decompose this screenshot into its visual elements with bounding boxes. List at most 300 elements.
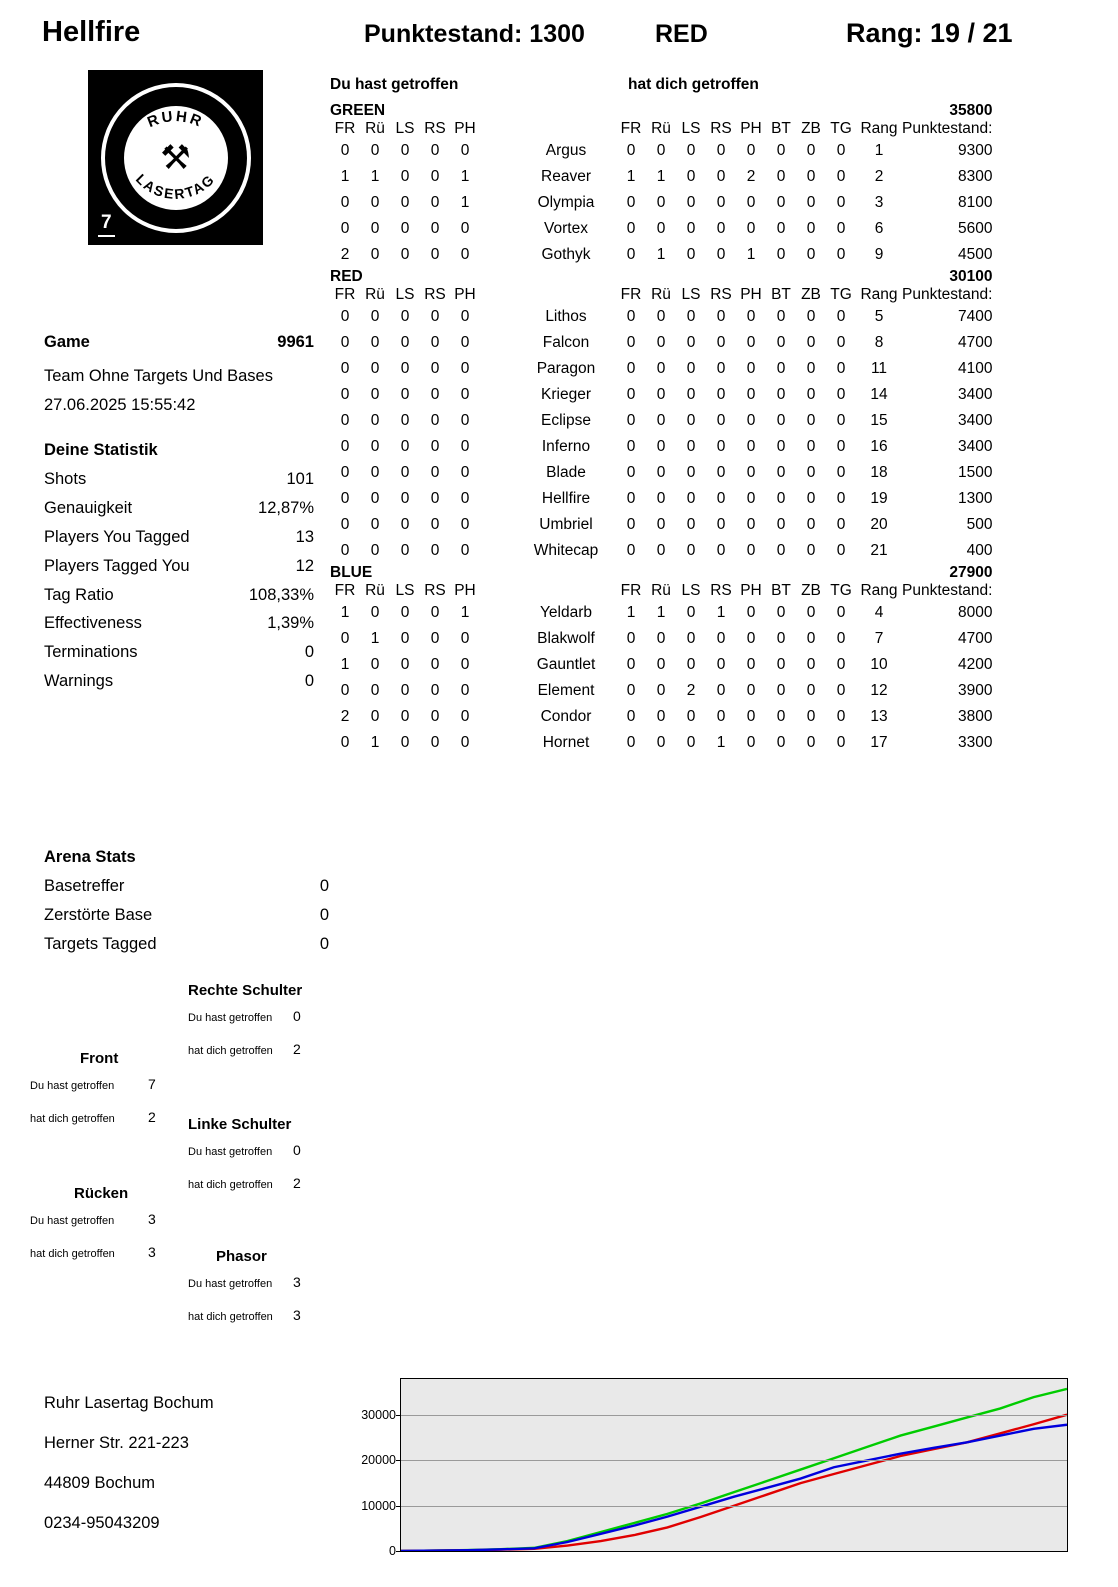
hitby-cell: 0	[626, 360, 636, 377]
hit-cell: 0	[460, 246, 470, 263]
stat-label: Genauigkeit	[44, 499, 133, 518]
arena-stat-value: 0	[319, 934, 329, 953]
hitby-cell: 0	[716, 542, 726, 559]
player-points: 3400	[958, 386, 993, 403]
chart-axis-label: 30000	[361, 1408, 396, 1423]
hitby-cell: 0	[836, 168, 846, 185]
hitby-cell: 0	[716, 220, 726, 237]
column-header: Rang	[860, 582, 898, 599]
hit-cell: 0	[400, 412, 410, 429]
spacer-cell	[480, 538, 516, 564]
hitby-cell: 0	[626, 142, 636, 159]
spacer-cell	[480, 652, 516, 678]
column-header: Rang	[860, 286, 898, 303]
zone-hit-label: Du hast getroffen	[188, 1278, 273, 1290]
player-points: 8300	[958, 168, 993, 185]
column-header: RS	[424, 582, 446, 599]
hitby-cell: 0	[686, 490, 696, 507]
zone-hitby-row	[188, 1041, 348, 1057]
hitby-cell: 0	[656, 142, 666, 159]
hitby-cell: 0	[746, 734, 756, 751]
table-row	[330, 356, 992, 382]
zone-hitby-label: hat dich getroffen	[188, 1045, 273, 1057]
column-header: Rü	[651, 286, 671, 303]
hitby-cell: 0	[716, 142, 726, 159]
hit-cell: 1	[370, 630, 380, 647]
chart-line-green	[401, 1389, 1067, 1551]
hitby-cell: 0	[806, 168, 816, 185]
hit-cell: 0	[430, 220, 440, 237]
hit-cell: 0	[400, 386, 410, 403]
column-header: Rü	[365, 582, 385, 599]
player-rank: 5	[874, 308, 884, 325]
hitby-cell: 0	[626, 194, 636, 211]
hitby-cell: 0	[686, 438, 696, 455]
player-rank: 6	[874, 220, 884, 237]
hit-cell: 0	[340, 386, 350, 403]
hitby-cell: 0	[806, 246, 816, 263]
hit-cell: 0	[430, 308, 440, 325]
zone-hit-value: 0	[293, 1142, 301, 1158]
zone-title: Linke Schulter	[188, 1116, 292, 1133]
team-name: GREEN	[330, 102, 386, 119]
column-header: FR	[334, 120, 356, 137]
hitby-cell: 0	[776, 490, 786, 507]
zone-hit-value: 7	[148, 1076, 156, 1092]
table-row	[330, 730, 992, 756]
hit-cell: 0	[400, 630, 410, 647]
stat-value: 1,39%	[267, 614, 314, 633]
hitby-cell: 0	[836, 682, 846, 699]
hit-cell: 0	[400, 334, 410, 351]
column-header: TG	[830, 120, 852, 137]
hit-cell: 0	[430, 630, 440, 647]
chart-axis-tick	[396, 1551, 401, 1552]
hitby-cell: 0	[686, 656, 696, 673]
address-line: Herner Str. 221-223	[44, 1434, 189, 1452]
zone-hitby-value: 3	[148, 1244, 156, 1260]
stat-row	[44, 465, 314, 494]
table-row	[330, 242, 992, 268]
hit-cell: 0	[370, 516, 380, 533]
hit-cell: 0	[340, 194, 350, 211]
hitby-cell: 0	[776, 734, 786, 751]
hitby-cell: 0	[806, 542, 816, 559]
team-total-score: 35800	[949, 102, 993, 119]
chart-gridline	[401, 1460, 1067, 1461]
column-header: PH	[740, 286, 762, 303]
hitby-cell: 0	[836, 220, 846, 237]
column-header: BT	[771, 582, 791, 599]
hitby-cell: 0	[806, 412, 816, 429]
hit-cell: 0	[340, 142, 350, 159]
player-rank: 14	[870, 386, 888, 403]
hitby-cell: 0	[746, 542, 756, 559]
hitby-cell: 0	[836, 516, 846, 533]
scoreboard-table	[330, 102, 992, 756]
hit-cell: 0	[460, 360, 470, 377]
player-points: 4500	[958, 246, 993, 263]
player-points: 4700	[958, 630, 993, 647]
column-header: PH	[454, 286, 476, 303]
player-points: 3300	[958, 734, 993, 751]
hitby-cell: 0	[746, 194, 756, 211]
hitby-cell: 0	[686, 604, 696, 621]
arena-stat-row	[44, 901, 344, 930]
column-header: Punktestand:	[902, 120, 993, 137]
hit-cell: 1	[370, 168, 380, 185]
table-row	[330, 704, 992, 730]
hit-cell: 0	[430, 708, 440, 725]
hitby-cell: 0	[656, 630, 666, 647]
zone-hit-row	[30, 1076, 195, 1092]
column-header: RS	[424, 286, 446, 303]
hitby-cell: 0	[716, 490, 726, 507]
hit-cell: 0	[430, 386, 440, 403]
spacer-cell	[516, 582, 616, 600]
arena-stat-value: 0	[319, 905, 329, 924]
player-name: Umbriel	[539, 516, 593, 533]
game-datetime: 27.06.2025 15:55:42	[44, 395, 196, 414]
hit-cell: 1	[340, 168, 350, 185]
left-stats-column	[44, 328, 314, 696]
player-points: 3400	[958, 438, 993, 455]
column-header: PH	[740, 120, 762, 137]
spacer-cell	[480, 730, 516, 756]
column-header: FR	[334, 286, 356, 303]
player-name: Vortex	[544, 220, 588, 237]
column-header: ZB	[801, 286, 821, 303]
stat-value: 0	[304, 643, 314, 662]
spacer-cell	[480, 304, 516, 330]
hit-cell: 0	[370, 194, 380, 211]
table-row	[330, 434, 992, 460]
hitby-cell: 0	[716, 246, 726, 263]
player-name: Gauntlet	[536, 656, 596, 673]
chart-line-blue	[401, 1425, 1067, 1551]
hit-cell: 0	[430, 542, 440, 559]
hitby-cell: 0	[686, 246, 696, 263]
player-points: 3900	[958, 682, 993, 699]
player-points: 400	[966, 542, 993, 559]
hitby-cell: 0	[626, 386, 636, 403]
table-row	[330, 626, 992, 652]
arena-stats-title: Arena Stats	[44, 848, 136, 866]
zone-hitby-label: hat dich getroffen	[188, 1179, 273, 1191]
hit-cell: 0	[460, 220, 470, 237]
zone-hit-label: Du hast getroffen	[30, 1215, 115, 1227]
hitby-cell: 0	[716, 656, 726, 673]
hitby-cell: 1	[716, 734, 726, 751]
hitby-cell: 0	[776, 604, 786, 621]
hitby-cell: 0	[806, 604, 816, 621]
table-row	[330, 164, 992, 190]
player-rank: 15	[870, 412, 888, 429]
hit-cell: 0	[370, 142, 380, 159]
hitby-cell: 0	[686, 630, 696, 647]
stat-value: 13	[295, 527, 314, 546]
hitby-cell: 0	[776, 542, 786, 559]
logo-badge-number: 7	[98, 212, 115, 237]
hitby-cell: 0	[746, 656, 756, 673]
zone-title: Rechte Schulter	[188, 982, 303, 999]
hitby-cell: 2	[746, 168, 756, 185]
hitby-cell: 1	[656, 246, 666, 263]
zone-hitby-label: hat dich getroffen	[188, 1311, 273, 1323]
hit-cell: 0	[460, 656, 470, 673]
hitby-cell: 0	[806, 656, 816, 673]
column-header: TG	[830, 286, 852, 303]
hitby-cell: 0	[686, 220, 696, 237]
hit-cell: 2	[340, 708, 350, 725]
player-points: 4200	[958, 656, 993, 673]
hitby-cell: 0	[776, 360, 786, 377]
hitby-cell: 0	[836, 604, 846, 621]
hitby-cell: 0	[836, 438, 846, 455]
hitby-cell: 0	[746, 604, 756, 621]
hit-cell: 0	[400, 490, 410, 507]
player-points: 3800	[958, 708, 993, 725]
spacer-cell	[480, 678, 516, 704]
hit-cell: 0	[400, 516, 410, 533]
zone-hitby-value: 2	[293, 1041, 301, 1057]
stat-label: Players You Tagged	[44, 527, 190, 546]
table-row	[330, 678, 992, 704]
zone-hitby-value: 3	[293, 1307, 301, 1323]
hit-cell: 0	[460, 142, 470, 159]
zone-hitby-label: hat dich getroffen	[30, 1248, 115, 1260]
chart-gridline	[401, 1506, 1067, 1507]
hitby-cell: 0	[656, 464, 666, 481]
hit-cell: 0	[370, 656, 380, 673]
hit-cell: 0	[340, 308, 350, 325]
address-line: Ruhr Lasertag Bochum	[44, 1394, 214, 1412]
table-row	[330, 538, 992, 564]
spacer-cell	[480, 582, 516, 600]
hit-cell: 0	[400, 142, 410, 159]
stat-row	[44, 667, 314, 696]
hitby-cell: 0	[836, 734, 846, 751]
zone-hit-row	[188, 1274, 348, 1290]
column-header: Rü	[651, 120, 671, 137]
svg-text:RUHR: RUHR	[145, 108, 206, 132]
player-name: Falcon	[542, 334, 590, 351]
zone-hitby-row	[30, 1109, 195, 1125]
hit-cell: 0	[400, 220, 410, 237]
team-header-row	[330, 102, 992, 120]
hitby-cell: 0	[746, 708, 756, 725]
column-header: FR	[334, 582, 356, 599]
hitby-cell: 0	[776, 246, 786, 263]
player-rank: 19	[870, 490, 888, 507]
player-name: Blade	[546, 464, 586, 481]
chart-axis-tick	[396, 1506, 401, 1507]
zone-hit-row	[188, 1142, 348, 1158]
hit-cell: 0	[400, 734, 410, 751]
team-header-row	[330, 564, 992, 582]
hit-cell: 0	[340, 438, 350, 455]
stat-value: 108,33%	[248, 585, 314, 604]
player-name: Hornet	[542, 734, 590, 751]
hit-cell: 0	[460, 308, 470, 325]
hit-cell: 0	[460, 386, 470, 403]
player-rank: 20	[870, 516, 888, 533]
hitby-cell: 0	[656, 516, 666, 533]
hitby-cell: 0	[836, 490, 846, 507]
player-rank: 13	[870, 708, 888, 725]
column-header: PH	[454, 120, 476, 137]
stat-row	[44, 581, 314, 610]
hitby-cell: 0	[656, 438, 666, 455]
hitby-cell: 0	[776, 386, 786, 403]
hit-cell: 0	[400, 604, 410, 621]
hitby-cell: 0	[746, 630, 756, 647]
hitby-cell: 0	[686, 360, 696, 377]
stat-label: Effectiveness	[44, 614, 142, 633]
column-header: RS	[710, 120, 732, 137]
hit-cell: 0	[430, 438, 440, 455]
hitby-cell: 0	[656, 412, 666, 429]
arena-stat-value: 0	[319, 877, 329, 895]
hitby-cell: 0	[746, 490, 756, 507]
hitby-cell: 1	[716, 604, 726, 621]
zone-hit-label: Du hast getroffen	[30, 1080, 115, 1092]
hitby-cell: 0	[806, 308, 816, 325]
stat-label: Players Tagged You	[44, 556, 190, 575]
stat-row	[44, 609, 314, 638]
hitby-cell: 0	[656, 734, 666, 751]
column-header-row	[330, 120, 992, 138]
chart-axis-label: 20000	[361, 1453, 396, 1468]
zone-front	[30, 1050, 195, 1125]
player-rank: 21	[870, 542, 888, 559]
team-header-row	[330, 268, 992, 286]
hitby-cell: 0	[836, 386, 846, 403]
hitby-cell: 0	[836, 630, 846, 647]
hit-cell: 0	[460, 412, 470, 429]
hitby-cell: 0	[656, 542, 666, 559]
spacer-cell	[480, 460, 516, 486]
hit-cell: 0	[340, 412, 350, 429]
hit-cell: 0	[430, 682, 440, 699]
column-header: FR	[620, 582, 642, 599]
spacer-cell	[480, 138, 516, 164]
hitby-cell: 0	[806, 630, 816, 647]
hitby-cell: 1	[746, 246, 756, 263]
column-header: BT	[771, 120, 791, 137]
hit-cell: 0	[400, 656, 410, 673]
spacer-cell	[480, 190, 516, 216]
player-points: 500	[966, 516, 993, 533]
hitby-cell: 0	[746, 220, 756, 237]
game-title: Game	[44, 333, 90, 351]
hit-cell: 0	[430, 168, 440, 185]
hit-cell: 0	[340, 682, 350, 699]
hit-cell: 0	[340, 360, 350, 377]
player-name: Krieger	[541, 386, 591, 403]
hitby-cell: 0	[716, 194, 726, 211]
hitby-cell: 0	[686, 412, 696, 429]
hitby-cell: 0	[626, 630, 636, 647]
hit-cell: 0	[370, 360, 380, 377]
rank-label: Rang: 19 / 21	[846, 18, 1013, 48]
hitby-cell: 0	[686, 142, 696, 159]
table-row	[330, 408, 992, 434]
hit-cell: 0	[460, 630, 470, 647]
hitby-cell: 0	[656, 490, 666, 507]
report-header	[0, 16, 1118, 62]
hit-cell: 1	[460, 604, 470, 621]
chart-axis-tick	[396, 1460, 401, 1461]
hitby-cell: 0	[776, 516, 786, 533]
hit-cell: 0	[460, 708, 470, 725]
hit-cell: 0	[430, 412, 440, 429]
hitby-cell: 0	[716, 168, 726, 185]
hitby-cell: 0	[836, 194, 846, 211]
zone-hit-row	[188, 1008, 348, 1024]
page-title: Hellfire	[42, 16, 141, 48]
spacer-cell	[480, 242, 516, 268]
hitby-cell: 0	[686, 386, 696, 403]
hit-cell: 0	[400, 708, 410, 725]
hit-cell: 0	[400, 308, 410, 325]
hitby-cell: 0	[626, 708, 636, 725]
zone-hitby-row	[188, 1175, 348, 1191]
stat-row	[44, 494, 314, 523]
column-header: ZB	[801, 582, 821, 599]
column-header: LS	[681, 286, 701, 303]
hitby-cell: 0	[836, 308, 846, 325]
stat-row	[44, 523, 314, 552]
zone-hitby-value: 2	[148, 1109, 156, 1125]
hitby-cell: 0	[746, 682, 756, 699]
table-row	[330, 486, 992, 512]
hitby-cell: 0	[686, 542, 696, 559]
team-label: RED	[655, 20, 708, 48]
player-name: Eclipse	[541, 412, 591, 429]
player-name: Lithos	[545, 308, 587, 325]
table-row	[330, 652, 992, 678]
hitby-cell: 0	[656, 386, 666, 403]
hit-cell: 2	[340, 246, 350, 263]
player-name: Whitecap	[533, 542, 599, 559]
hitby-cell: 0	[656, 194, 666, 211]
zone-title: Rücken	[74, 1185, 129, 1202]
hitby-cell: 0	[716, 630, 726, 647]
table-row	[330, 460, 992, 486]
spacer-cell	[516, 120, 616, 138]
hitby-cell: 0	[746, 360, 756, 377]
hitby-cell: 0	[806, 142, 816, 159]
hitby-cell: 0	[836, 246, 846, 263]
hitby-cell: 0	[746, 386, 756, 403]
player-name: Blakwolf	[537, 630, 595, 647]
zone-hit-row	[30, 1211, 195, 1227]
hitby-cell: 0	[746, 334, 756, 351]
column-header: FR	[620, 120, 642, 137]
hitby-cell: 0	[626, 490, 636, 507]
hit-cell: 1	[370, 734, 380, 751]
player-points: 4700	[958, 334, 993, 351]
stat-value: 0	[304, 671, 314, 690]
spacer-cell	[480, 486, 516, 512]
player-points: 3400	[958, 412, 993, 429]
hitby-cell: 0	[776, 142, 786, 159]
player-rank: 4	[874, 604, 884, 621]
hitby-cell: 0	[626, 656, 636, 673]
player-rank: 11	[870, 360, 888, 377]
column-header: Punktestand:	[902, 582, 993, 599]
